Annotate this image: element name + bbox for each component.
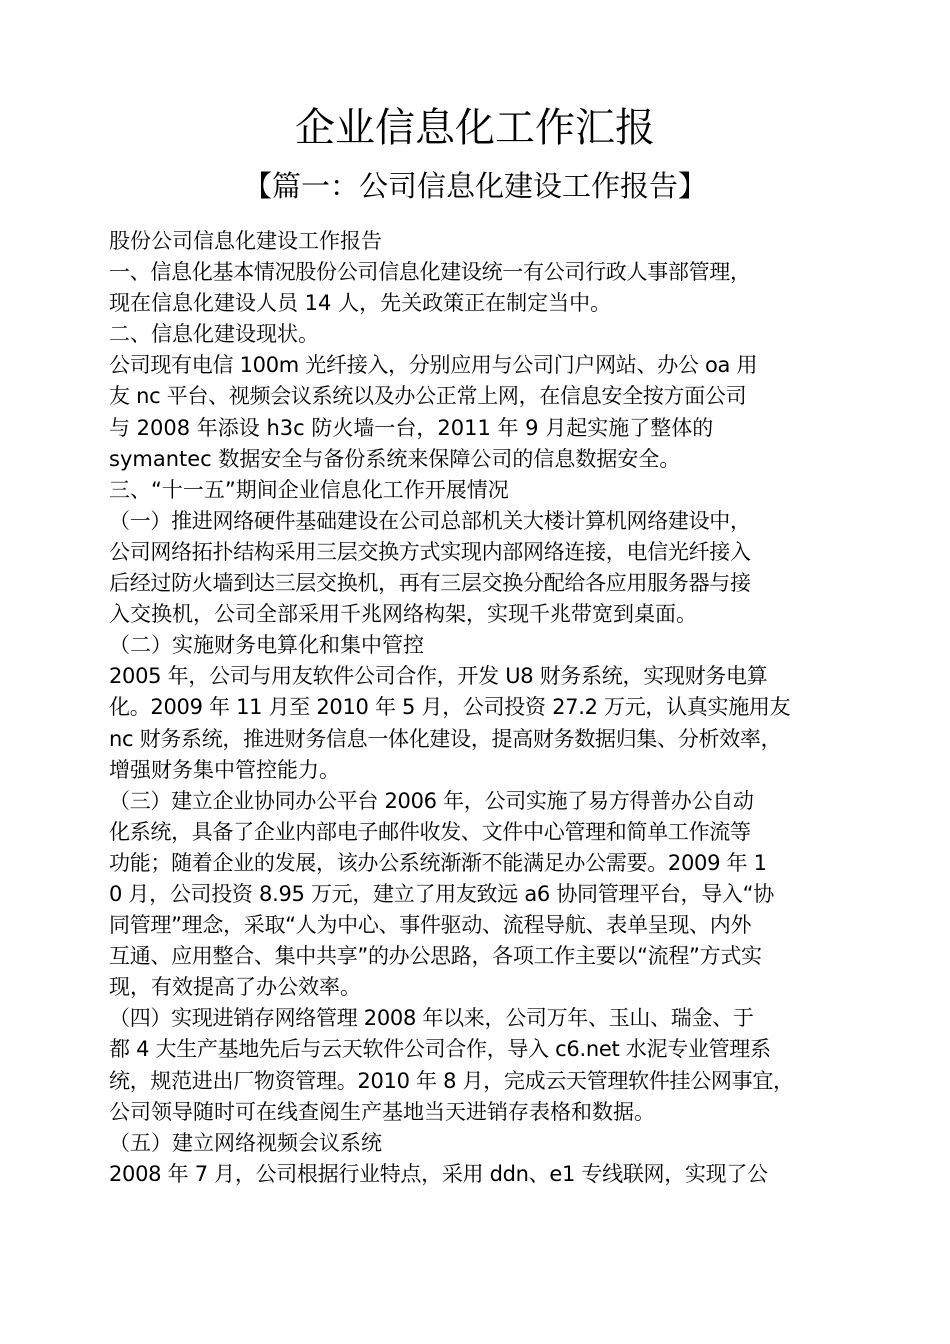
body-line: 二、信息化建设现状。 bbox=[109, 322, 319, 347]
document-body bbox=[109, 226, 869, 1190]
body-line: 股份公司信息化建设工作报告 bbox=[109, 229, 382, 253]
body-line: 现在信息化建设人员 14 人，先关政策正在制定当中。 bbox=[109, 291, 612, 316]
body-line: 0 月，公司投资 8.95 万元，建立了用友致远 a6 协同管理平台，导入“协 bbox=[109, 881, 774, 906]
body-line: 2008 年 7 月，公司根据行业特点，采用 ddn、e1 专线联网，实现了公 bbox=[109, 1161, 768, 1186]
body-line: 三、“十一五”期间企业信息化工作开展情况 bbox=[109, 477, 509, 502]
body-line: （五）建立网络视频会议系统 bbox=[109, 1130, 382, 1155]
body-line: 功能；随着企业的发展，该办公系统渐渐不能满足办公需要。2009 年 1 bbox=[109, 850, 767, 875]
body-line: nc 财务系统，推进财务信息一体化建设，提高财务数据归集、分析效率， bbox=[109, 726, 782, 751]
body-line: 公司领导随时可在线查阅生产基地当天进销存表格和数据。 bbox=[109, 1099, 655, 1124]
body-line: 现，有效提高了办公效率。 bbox=[109, 975, 361, 1000]
body-line: （二）实施财务电算化和集中管控 bbox=[109, 633, 424, 658]
body-line: symantec 数据安全与备份系统来保障公司的信息数据安全。 bbox=[109, 446, 681, 471]
body-line: （三）建立企业协同办公平台 2006 年，公司实施了易方得普办公自动 bbox=[109, 788, 754, 813]
body-line: 一、信息化基本情况股份公司信息化建设统一有公司行政人事部管理， bbox=[109, 260, 751, 285]
document-title: 企业信息化工作汇报 bbox=[295, 105, 655, 151]
body-line: 同管理”理念，采取“人为中心、事件驱动、流程导航、表单呈现、内外 bbox=[109, 913, 752, 938]
body-line: （一）推进网络硬件基础建设在公司总部机关大楼计算机网络建设中， bbox=[109, 508, 751, 533]
body-line: 化。2009 年 11 月至 2010 年 5 月，公司投资 27.2 万元，认真实施用友 bbox=[109, 695, 791, 720]
body-line: 互通、应用整合、集中共享”的办公思路，各项工作主要以“流程”方式实 bbox=[109, 944, 762, 969]
body-line: 都 4 大生产基地先后与云天软件公司合作，导入 c6.net 水泥专业管理系 bbox=[109, 1037, 771, 1062]
document-subtitle: 【篇一：公司信息化建设工作报告】 bbox=[242, 169, 707, 203]
body-line: 公司网络拓扑结构采用三层交换方式实现内部网络连接，电信光纤接入 bbox=[109, 539, 751, 564]
body-line: （四）实现进销存网络管理 2008 年以来，公司万年、玉山、瑞金、于 bbox=[109, 1006, 754, 1031]
body-line: 公司现有电信 100m 光纤接入，分别应用与公司门户网站、办公 oa 用 bbox=[109, 353, 758, 378]
body-line: 2005 年，公司与用友软件公司合作，开发 U8 财务系统，实现财务电算 bbox=[109, 664, 768, 689]
body-line: 友 nc 平台、视频会议系统以及办公正常上网，在信息安全按方面公司 bbox=[109, 384, 747, 409]
body-line: 入交换机，公司全部采用千兆网络构架，实现千兆带宽到桌面。 bbox=[109, 602, 697, 627]
body-line: 与 2008 年添设 h3c 防火墙一台，2011 年 9 月起实施了整体的 bbox=[109, 415, 714, 440]
body-line: 后经过防火墙到达三层交换机，再有三层交换分配给各应用服务器与接 bbox=[109, 571, 751, 596]
body-line: 化系统，具备了企业内部电子邮件收发、文件中心管理和简单工作流等 bbox=[109, 819, 751, 844]
body-line: 统，规范进出厂物资管理。2010 年 8 月，完成云天管理软件挂公网事宜， bbox=[109, 1068, 794, 1093]
body-line: 增强财务集中管控能力。 bbox=[109, 757, 340, 782]
